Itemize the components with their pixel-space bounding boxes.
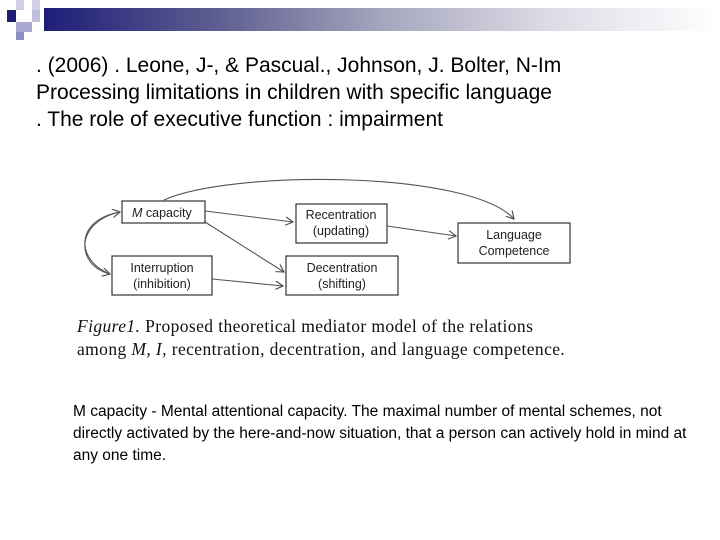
decentration-label: Decentration [306,261,378,275]
language-label: Language [486,228,542,242]
caption-variables: M, I, [131,339,167,359]
interruption-sublabel: (inhibition) [133,277,191,291]
m-capacity-label: M capacity [132,206,192,220]
figure-caption [77,315,565,361]
title-line: . (2006) . Leone, J-, & Pascual., Johnson, J. Bolter, N-Im [36,54,562,77]
caption-text: recentration, decentration, and language competence. [166,339,566,359]
recentration-label: Recentration [305,208,377,222]
caption-text: Proposed theoretical mediator model of the relations [140,316,534,336]
arrow-interruption-to-decentration [212,279,283,286]
caption-text: among [77,339,132,359]
title-line: . The role of executive function : impairment [36,108,443,131]
definition-text: M capacity - Mental attentional capacity. The maximal number of mental schemes, not directly activated by the here-and-now situation, that a person can actively hold in mind at any one time. [73,403,687,464]
arrow-m-to-recentration [205,211,293,222]
recentration-sublabel: (updating) [312,224,370,238]
arrow-m-to-decentration [205,222,284,272]
title-line: Processing limitations in children with specific language [36,81,552,104]
figure-label: Figure1. [77,316,141,336]
arrow-recentration-to-language [387,226,456,236]
language-sublabel: Competence [478,244,550,258]
decentration-sublabel: (shifting) [318,277,366,291]
interruption-label: Interruption [130,261,194,275]
